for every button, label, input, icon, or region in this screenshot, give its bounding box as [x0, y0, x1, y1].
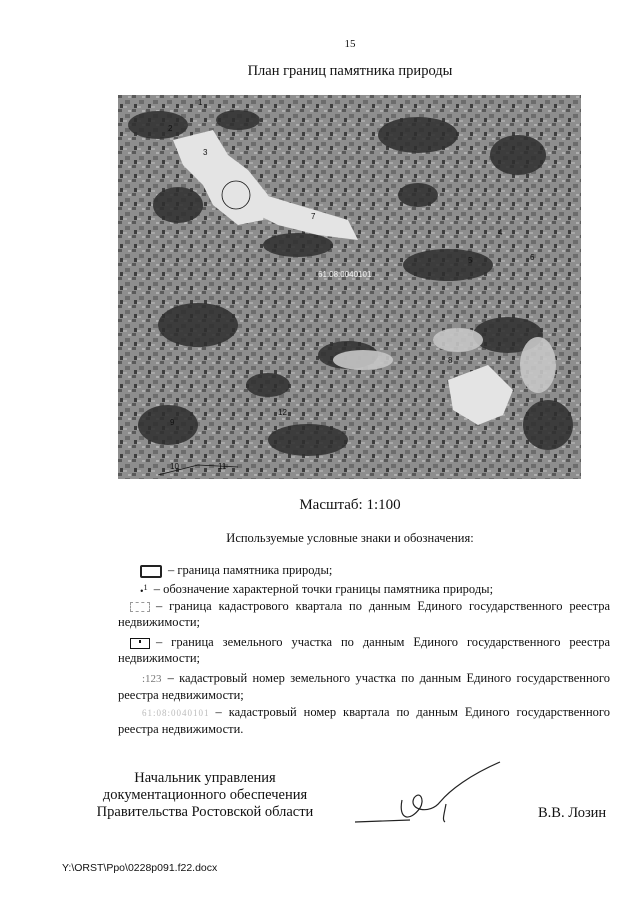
point-icon: •$^1$ — [140, 583, 148, 598]
signatory-name: В.В. Лозин — [538, 805, 607, 821]
legend-text: – граница земельного участка по данным Единого государственного реестра недвижимости; — [118, 635, 610, 665]
point-label-11: 11 — [218, 462, 227, 471]
handwritten-signature — [350, 760, 510, 830]
legend-item-boundary — [140, 562, 610, 578]
rect-icon — [140, 565, 162, 578]
point-label-10: 10 — [170, 462, 179, 471]
plot-rect-icon — [130, 638, 150, 649]
code-icon: :123 — [142, 673, 162, 686]
map-kvartal-label: 61:08:0040101 — [318, 270, 372, 279]
point-label-2: 2 — [168, 124, 173, 133]
page-number: 15 — [344, 38, 356, 50]
legend-text: – обозначение характерной точки границы памятника природы; — [153, 582, 494, 597]
legend-item-kvartal — [118, 598, 610, 630]
point-label-6: 6 — [530, 253, 535, 262]
position-line-3: Правительства Ростовской области — [96, 804, 314, 820]
position-line-2: документационного обеспечения — [102, 787, 308, 803]
dashed-rect-icon — [130, 602, 150, 612]
map-image — [118, 95, 581, 479]
point-label-9: 9 — [170, 418, 175, 427]
point-label-1: 1 — [198, 98, 203, 107]
point-label-8: 8 — [448, 356, 453, 365]
file-path: Y:\ORST\Ppo\0228p091.f22.docx — [62, 862, 218, 874]
point-icon-number: 1 — [143, 583, 148, 592]
point-label-3: 3 — [203, 148, 208, 157]
legend-title: Используемые условные знаки и обозначения: — [226, 531, 474, 545]
legend-text: – граница кадастрового квартала по данным Единого государственного реестра недвижимости; — [118, 599, 610, 629]
point-label-12: 12 — [278, 408, 287, 417]
legend-text: – кадастровый номер квартала по данным Единого государственного реестра недвижимости. — [118, 705, 610, 737]
signatory-position — [70, 770, 340, 821]
legend-text: – граница памятника природы; — [168, 563, 333, 577]
point-label-4: 4 — [498, 228, 503, 237]
position-line-1: Начальник управления — [134, 770, 276, 786]
legend-text: – кадастровый номер земельного участка по данным Единого государственного реестра недвижимости; — [118, 671, 610, 703]
legend-item-plot-code — [118, 670, 610, 703]
satellite-map — [118, 95, 581, 479]
point-label-7: 7 — [311, 212, 316, 221]
kvartal-code-icon: 61:08:0040101 — [142, 708, 210, 719]
scale-label: Масштаб: 1:100 — [299, 497, 401, 513]
point-label-5: 5 — [468, 256, 473, 265]
plan-title: План границ памятника природы — [247, 63, 453, 79]
legend-item-plot — [118, 634, 610, 666]
legend-item-kvartal-code — [118, 704, 610, 737]
